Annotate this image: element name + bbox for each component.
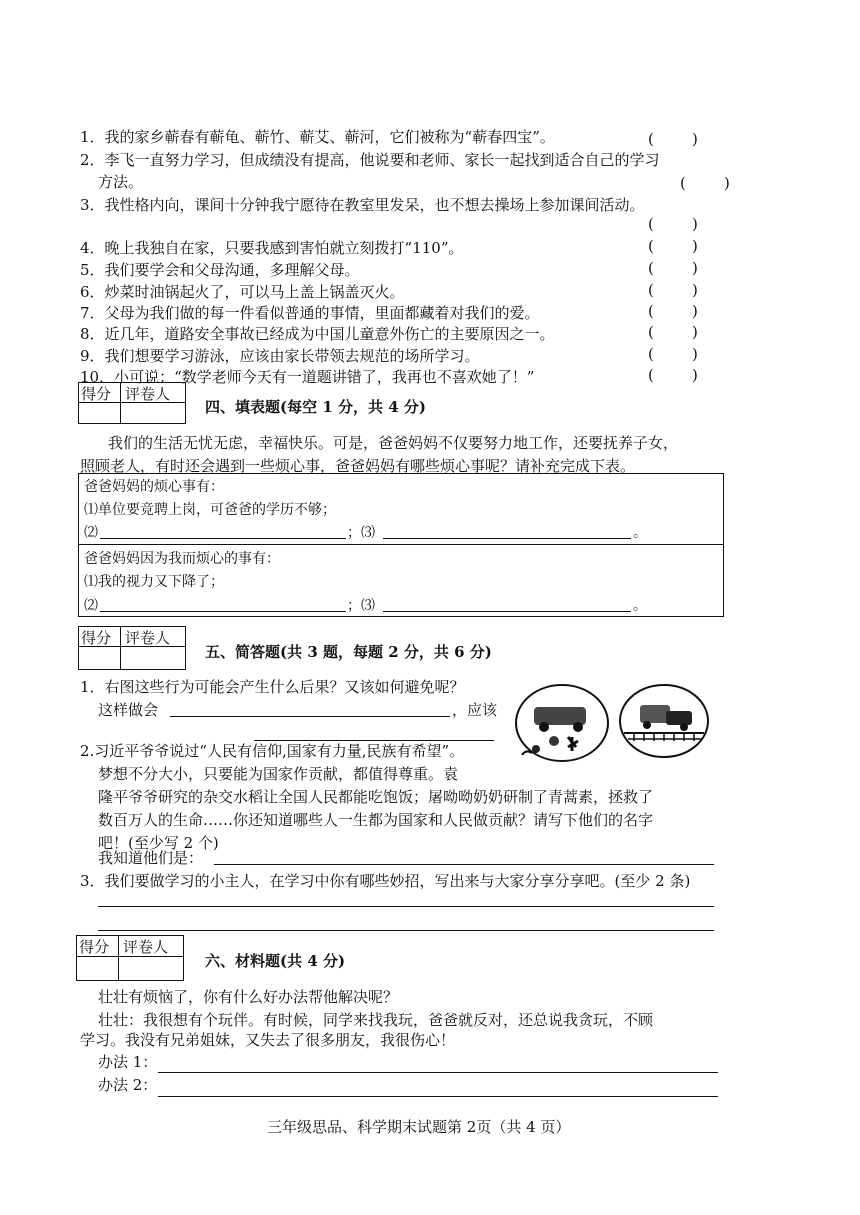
item-1: 1．我的家乡蕲春有蕲龟、蕲竹、蕲艾、蕲河，它们被称为“蕲春四宝”。 bbox=[80, 128, 555, 146]
q2-answer-line[interactable] bbox=[214, 864, 714, 865]
car-on-bridge-icon bbox=[614, 683, 714, 763]
score-label: 得分 bbox=[81, 385, 112, 403]
score-box-6 bbox=[76, 935, 184, 981]
q2-line-3: 隆平爷爷研究的杂交水稻让全国人民都能吃饱饭；屠呦呦奶奶研制了青蒿素，拯救了 bbox=[98, 788, 654, 806]
paren-3[interactable]: ( ) bbox=[648, 215, 698, 233]
q1-blank-a[interactable] bbox=[170, 716, 450, 717]
method-1-line[interactable] bbox=[158, 1072, 718, 1073]
paren-5[interactable]: ( ) bbox=[648, 259, 698, 277]
part5-title: 五、简答题(共 3 题，每题 2 分，共 6 分) bbox=[205, 643, 492, 661]
row2-blank3[interactable] bbox=[383, 611, 631, 612]
row1-blank2[interactable] bbox=[100, 538, 346, 539]
row2-blank2[interactable] bbox=[100, 611, 346, 612]
paren-7[interactable]: ( ) bbox=[648, 302, 698, 320]
q3-answer-line-2[interactable] bbox=[98, 930, 714, 931]
method-2-label: 办法 2： bbox=[98, 1076, 158, 1094]
item-4: 4．晚上我独自在家，只要我感到害怕就立刻拨打“110”。 bbox=[80, 239, 464, 257]
q3-answer-line-1[interactable] bbox=[98, 906, 714, 907]
method-2-line[interactable] bbox=[158, 1096, 718, 1097]
part4-intro-1: 我们的生活无忧无虑，幸福快乐。可是，爸爸妈妈不仅要努力地工作，还要抚养子女， bbox=[108, 434, 679, 452]
item-8: 8．近几年，道路安全事故已经成为中国儿童意外伤亡的主要原因之一。 bbox=[80, 325, 555, 343]
row1-blank3-label: ；⑶ bbox=[347, 525, 375, 541]
row2-item1: ⑴我的视力又下降了； bbox=[84, 574, 224, 590]
paren-8[interactable]: ( ) bbox=[648, 323, 698, 341]
score-box-5 bbox=[78, 626, 186, 670]
q2-line-4: 数百万人的生命……你还知道哪些人一生都为国家和人民做贡献？请写下他们的名字 bbox=[98, 811, 654, 829]
q2-line-5: 吧！(至少写 2 个) bbox=[98, 834, 219, 852]
grader-label: 评卷人 bbox=[125, 385, 171, 403]
item-9: 9．我们想要学习游泳，应该由家长带领去规范的场所学习。 bbox=[80, 347, 480, 365]
part6-line-3: 学习。我没有兄弟姐妹，又失去了很多朋友，我很伤心！ bbox=[80, 1031, 456, 1049]
score-box-4 bbox=[78, 382, 186, 424]
grader-label: 评卷人 bbox=[123, 938, 169, 956]
part6-line-1: 壮壮有烦恼了，你有什么好办法帮他解决呢？ bbox=[98, 988, 399, 1006]
item-7: 7．父母为我们做的每一件看似普通的事情，里面都藏着对我们的爱。 bbox=[80, 304, 540, 322]
football-in-street-icon bbox=[508, 683, 616, 771]
row2-blank3-label: ；⑶ bbox=[347, 598, 375, 614]
q1-b-label: ，应该 bbox=[452, 701, 498, 719]
row1-item1: ⑴单位要竞聘上岗，可爸爸的学历不够； bbox=[84, 502, 336, 518]
row1-blank3[interactable] bbox=[383, 538, 631, 539]
q2-line-6: 我知道他们是： bbox=[98, 849, 204, 867]
q1-text: 1．右图这些行为可能会产生什么后果？又该如何避免呢？ bbox=[80, 678, 465, 696]
paren-9[interactable]: ( ) bbox=[648, 345, 698, 363]
paren-10[interactable]: ( ) bbox=[648, 366, 698, 384]
item-5: 5．我们要学会和父母沟通，多理解父母。 bbox=[80, 261, 360, 279]
part4-intro-2: 照顾老人，有时还会遇到一些烦心事，爸爸妈妈有哪些烦心事呢？请补充完成下表。 bbox=[80, 457, 636, 475]
part6-line-2: 壮壮：我很想有个玩伴。有时候，同学来找我玩，爸爸就反对，还总说我贪玩，不顾 bbox=[98, 1011, 654, 1029]
row2-end: 。 bbox=[633, 598, 647, 614]
q3-text: 3．我们要做学习的小主人，在学习中你有哪些妙招，写出来与大家分享分享吧。(至少 2 条) bbox=[80, 872, 691, 890]
grader-label: 评卷人 bbox=[125, 629, 171, 647]
paren-2[interactable]: ( ) bbox=[680, 174, 730, 192]
method-1-label: 办法 1： bbox=[98, 1053, 158, 1071]
score-label: 得分 bbox=[81, 629, 112, 647]
item-3: 3．我性格内向，课间十分钟我宁愿待在教室里发呆，也不想去操场上参加课间活动。 bbox=[80, 196, 645, 214]
q2-line-1: 2.习近平爷爷说过“人民有信仰,国家有力量,民族有希望”。 bbox=[80, 742, 465, 760]
row1-title: 爸爸妈妈的烦心事有： bbox=[84, 479, 224, 495]
row1-end: 。 bbox=[633, 525, 647, 541]
part4-title: 四、填表题(每空 1 分，共 4 分) bbox=[205, 398, 426, 416]
item-6: 6．炒菜时油锅起火了，可以马上盖上锅盖灭火。 bbox=[80, 283, 405, 301]
page-footer: 三年级思品、科学期末试题第 2页（共 4 页） bbox=[267, 1118, 571, 1136]
item-2: 2．李飞一直努力学习，但成绩没有提高，他说要和老师、家长一起找到适合自己的学习 bbox=[80, 151, 660, 169]
score-label: 得分 bbox=[79, 938, 110, 956]
q2-line-2: 梦想不分大小，只要能为国家作贡献，都值得尊重。袁 bbox=[98, 765, 459, 783]
row1-blank2-label: ⑵ bbox=[84, 525, 98, 541]
item-10: 10．小可说：“数学老师今天有一道题讲错了，我再也不喜欢她了！” bbox=[80, 368, 535, 386]
paren-6[interactable]: ( ) bbox=[648, 281, 698, 299]
part6-title: 六、材料题(共 4 分) bbox=[205, 952, 346, 970]
paren-1[interactable]: ( ) bbox=[648, 130, 698, 148]
paren-4[interactable]: ( ) bbox=[648, 237, 698, 255]
q1-a-label: 这样做会 bbox=[98, 701, 159, 719]
row2-title: 爸爸妈妈因为我而烦心的事有： bbox=[84, 551, 280, 567]
row2-blank2-label: ⑵ bbox=[84, 598, 98, 614]
item-2-cont: 方法。 bbox=[98, 173, 144, 191]
